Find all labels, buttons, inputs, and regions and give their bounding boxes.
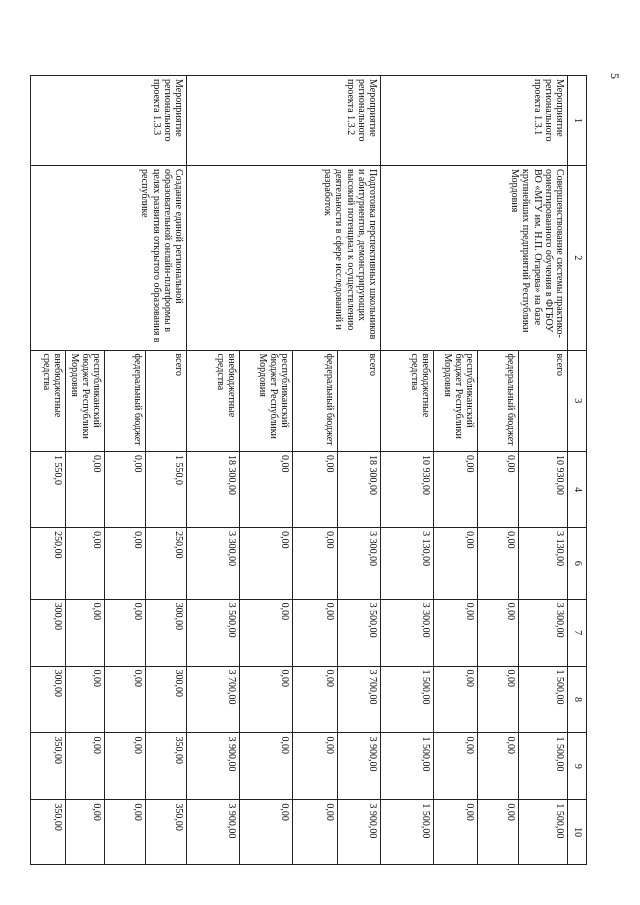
value-cell: 350,00 (31, 800, 66, 865)
value-cell: 3 500,00 (338, 599, 381, 666)
value-cell: 3 900,00 (187, 800, 240, 865)
value-cell: 0,00 (478, 528, 519, 600)
value-cell: 0,00 (434, 452, 478, 528)
value-cell: 1 500,00 (381, 733, 434, 800)
table-row (146, 76, 187, 865)
rotated-table-container (40, 75, 587, 865)
source-cell: республиканский бюджет Республики Мордовия (66, 350, 105, 452)
value-cell: 0,00 (66, 666, 105, 733)
value-cell: 350,00 (146, 733, 187, 800)
value-cell: 1 500,00 (519, 666, 568, 733)
value-cell: 0,00 (240, 733, 293, 800)
header-cell: 3 (568, 350, 587, 452)
value-cell: 1 550,0 (146, 452, 187, 528)
value-cell: 18 300,00 (338, 452, 381, 528)
value-cell: 3 500,00 (187, 599, 240, 666)
value-cell: 0,00 (105, 599, 146, 666)
value-cell: 0,00 (478, 666, 519, 733)
header-cell: 8 (568, 666, 587, 733)
value-cell: 3 130,00 (381, 528, 434, 600)
header-cell: 9 (568, 733, 587, 800)
value-cell: 1 550,0 (31, 452, 66, 528)
value-cell: 3 700,00 (338, 666, 381, 733)
value-cell: 0,00 (105, 528, 146, 600)
source-cell: внебюджетные средства (381, 350, 434, 452)
value-cell: 3 130,00 (519, 528, 568, 600)
value-cell: 0,00 (478, 800, 519, 865)
value-cell: 0,00 (105, 800, 146, 865)
value-cell: 0,00 (293, 666, 338, 733)
value-cell: 300,00 (146, 599, 187, 666)
value-cell: 3 700,00 (187, 666, 240, 733)
value-cell: 3 300,00 (187, 528, 240, 600)
value-cell: 0,00 (293, 800, 338, 865)
header-cell: 6 (568, 528, 587, 600)
table-row (519, 76, 568, 865)
event-cell: Мероприятие регионального проекта 1.3.1 (381, 76, 568, 166)
value-cell: 3 900,00 (338, 733, 381, 800)
value-cell: 3 300,00 (338, 528, 381, 600)
event-title-cell: Создание единой региональной образовательной онлайн-платформы в целях развития открытого образования в республике (31, 165, 187, 350)
value-cell: 0,00 (478, 452, 519, 528)
header-cell: 10 (568, 800, 587, 865)
table-row (338, 76, 381, 865)
value-cell: 0,00 (240, 800, 293, 865)
value-cell: 0,00 (434, 666, 478, 733)
value-cell: 0,00 (293, 599, 338, 666)
value-cell: 0,00 (240, 599, 293, 666)
value-cell: 0,00 (105, 452, 146, 528)
value-cell: 0,00 (478, 599, 519, 666)
source-cell: внебюджетные средства (187, 350, 240, 452)
value-cell: 300,00 (146, 666, 187, 733)
value-cell: 0,00 (293, 452, 338, 528)
value-cell: 3 900,00 (338, 800, 381, 865)
value-cell: 1 500,00 (519, 800, 568, 865)
page-number: 5 (608, 73, 622, 79)
event-cell: Мероприятие регионального проекта 1.3.3 (31, 76, 187, 166)
value-cell: 0,00 (478, 733, 519, 800)
value-cell: 1 500,00 (381, 800, 434, 865)
value-cell: 0,00 (66, 452, 105, 528)
value-cell: 250,00 (31, 528, 66, 600)
source-cell: федеральный бюджет (105, 350, 146, 452)
value-cell: 0,00 (434, 599, 478, 666)
value-cell: 0,00 (66, 599, 105, 666)
value-cell: 300,00 (31, 599, 66, 666)
value-cell: 0,00 (66, 800, 105, 865)
source-cell: федеральный бюджет (293, 350, 338, 452)
header-row (568, 76, 587, 865)
value-cell: 1 500,00 (381, 666, 434, 733)
value-cell: 350,00 (146, 800, 187, 865)
source-cell: федеральный бюджет (478, 350, 519, 452)
source-cell: республиканский бюджет Республики Мордовия (434, 350, 478, 452)
value-cell: 0,00 (434, 528, 478, 600)
value-cell: 1 500,00 (519, 733, 568, 800)
value-cell: 3 300,00 (381, 599, 434, 666)
value-cell: 350,00 (31, 733, 66, 800)
value-cell: 3 900,00 (187, 733, 240, 800)
value-cell: 10 930,00 (381, 452, 434, 528)
value-cell: 0,00 (105, 666, 146, 733)
event-cell: Мероприятие регионального проекта 1.3.2 (187, 76, 381, 166)
value-cell: 0,00 (293, 733, 338, 800)
source-cell: внебюджетные средства (31, 350, 66, 452)
source-cell: республиканский бюджет Республики Мордовия (240, 350, 293, 452)
source-cell: всего (338, 350, 381, 452)
value-cell: 3 300,00 (519, 599, 568, 666)
value-cell: 0,00 (434, 800, 478, 865)
value-cell: 0,00 (66, 733, 105, 800)
value-cell: 0,00 (240, 528, 293, 600)
value-cell: 18 300,00 (187, 452, 240, 528)
header-cell: 2 (568, 165, 587, 350)
source-cell: всего (519, 350, 568, 452)
header-cell: 7 (568, 599, 587, 666)
value-cell: 0,00 (434, 733, 478, 800)
value-cell: 250,00 (146, 528, 187, 600)
value-cell: 0,00 (293, 528, 338, 600)
event-title-cell: Подготовка перспективных школьников и абитуриентов, демонстрирующих высокий потенциал к осуществлению деятельности в сфере исследований и разработок (187, 165, 381, 350)
value-cell: 0,00 (105, 733, 146, 800)
value-cell: 10 930,00 (519, 452, 568, 528)
header-cell: 1 (568, 76, 587, 166)
value-cell: 0,00 (66, 528, 105, 600)
value-cell: 300,00 (31, 666, 66, 733)
header-cell: 4 (568, 452, 587, 528)
budget-table (30, 75, 587, 865)
value-cell: 0,00 (240, 452, 293, 528)
event-title-cell: Совершенствование системы практико-ориентированного обучения в ФГБОУ ВО «МГУ им. Н.П. Огарева» на базе крупнейших предприятий Республики Мордовия (381, 165, 568, 350)
source-cell: всего (146, 350, 187, 452)
value-cell: 0,00 (240, 666, 293, 733)
